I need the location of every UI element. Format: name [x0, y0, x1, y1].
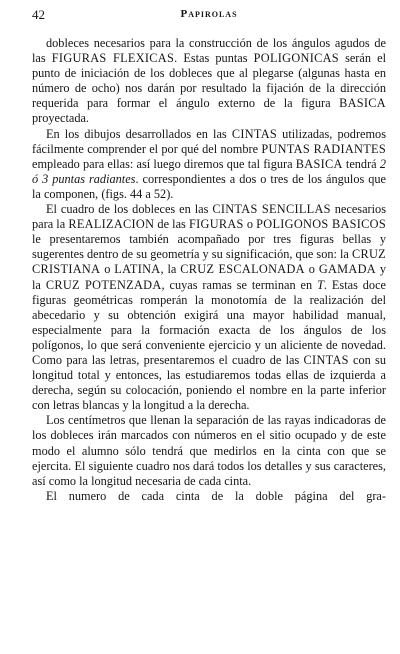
text-run: necesarios para la — [32, 202, 386, 232]
emphasis-caps: CRUZ POTENZADA — [45, 277, 162, 292]
text-run: empleado para ellas: así luego diremos que tal figura — [32, 156, 296, 171]
emphasis-caps: PUNTAS RADIANTES — [261, 141, 386, 156]
text-run: y la — [32, 262, 387, 292]
text-run: , cuyas ramas se terminan en — [161, 277, 318, 292]
text-run: El cuadro de los dobleces en las — [46, 202, 213, 217]
text-run: con su longitud total y entonces, las estudiaremos todas ellas de izquierda a derecha, según su colocación, poniendo el nombre en la parte inferior con letras blancas y la longitud a la derecha. — [32, 352, 386, 413]
text-run: o — [304, 262, 319, 277]
emphasis-italic: 2 ó 3 puntas radiantes — [32, 156, 386, 186]
paragraph — [32, 202, 386, 413]
emphasis-caps: POLIGONICAS — [253, 51, 339, 66]
text-run: dobleces necesarios para la construcción de los ángulos agudos de las — [32, 36, 386, 66]
page-number: 42 — [32, 7, 45, 22]
emphasis-caps: REALIZACION — [68, 217, 155, 232]
text-run: En los dibujos desarrollados en las — [46, 126, 232, 141]
emphasis-caps: CRUZ CRISTIANA — [32, 247, 386, 277]
emphasis-caps: CINTAS — [303, 352, 349, 367]
emphasis-caps: CINTAS SENCILLAS — [212, 202, 331, 217]
text-run: . correspondientes a dos o tres de los ángulos que la componen, (figs. 44 a 52). — [32, 171, 386, 201]
text-run: utilizadas, podremos fácilmente comprender el por qué del nombre — [32, 126, 386, 156]
text-run: proyectada. — [32, 111, 90, 126]
text-run: . Estas doce figuras geométricas romperán la monotomía de la realización del abecedario y su obtención exigirá una mayor habilidad manual, especialmente para la formación exacta de los ángulos de los polígonos, lo que será conveniente ejercicio y un aliciente de novedad. Como para las letras, presentaremos el cuadro de las — [32, 277, 386, 367]
text-run: tendrá — [342, 156, 380, 171]
text-run: o — [243, 217, 257, 232]
text-run: , la — [160, 262, 181, 277]
running-title: Papirolas — [180, 8, 238, 20]
emphasis-caps: CRUZ ESCALONADA — [180, 262, 305, 277]
emphasis-caps: CINTAS — [231, 126, 278, 141]
text-run: serán el punto de iniciación de los dobleces que al plegarse (algunas hasta en número de ocho) nos darán por resultado la fijación de la dirección requerida para formar el ángulo externo de la figura — [32, 51, 387, 111]
text-run: El numero de cada cinta de la doble página del gra- — [46, 488, 386, 503]
emphasis-caps: FIGURAS — [188, 217, 244, 232]
emphasis-caps: LATINA — [114, 262, 161, 277]
paragraph — [32, 36, 386, 127]
text-run: Los centímetros que llenan la separación de las rayas indicadoras de los dobleces irán marcados con números en el sitio ocupado y de este modo el alumno sólo tendrá que medirlos en la cinta con que se ejercita. El siguiente cuadro nos dará todos los detalles y sus caracteres, así como la longitud necesaria de cada cinta. — [32, 413, 386, 488]
text-run: de las — [154, 217, 189, 232]
text-run: . Estas puntas — [174, 51, 254, 66]
page-header — [32, 0, 386, 36]
emphasis-caps: FIGURAS FLEXICAS — [51, 51, 175, 66]
paragraph — [32, 127, 386, 202]
emphasis-italic: T — [317, 277, 324, 292]
paragraph — [32, 489, 386, 504]
body-text — [32, 36, 386, 504]
emphasis-caps: BASICA — [339, 96, 386, 111]
emphasis-caps: POLIGONOS BASICOS — [256, 217, 387, 232]
text-run: o — [100, 262, 115, 277]
emphasis-caps: BASICA — [295, 156, 343, 171]
emphasis-caps: GAMADA — [318, 262, 376, 277]
paragraph — [32, 413, 386, 488]
text-run: le presentaremos también acompañado por tres figuras bellas y sugerentes dentro de su geometría y su significación, que son: la — [32, 232, 386, 262]
